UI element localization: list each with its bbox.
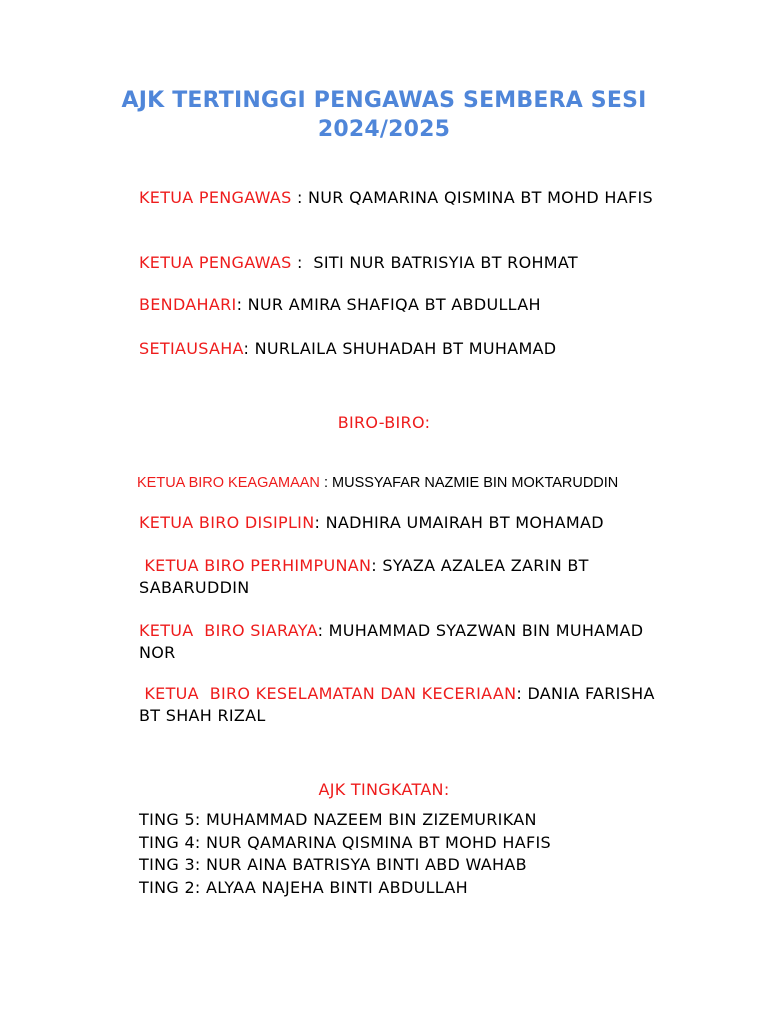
leader-entry-bendahari <box>139 294 679 316</box>
tingkatan-item-5: TING 5: MUHAMMAD NAZEEM BIN ZIZEMURIKAN <box>139 810 537 829</box>
member-name: NUR AMIRA SHAFIQA BT ABDULLAH <box>247 295 541 314</box>
separator: : <box>291 188 309 207</box>
separator: : <box>317 621 329 640</box>
member-name: NUR QAMARINA QISMINA BT MOHD HAFIS <box>308 188 653 207</box>
member-name: MUSSYAFAR NAZMIE BIN MOKTARUDDIN <box>332 475 619 491</box>
separator: : <box>243 339 255 358</box>
role-label: KETUA BIRO SIARAYA <box>139 621 318 640</box>
section-heading-biro: BIRO-BIRO: <box>337 413 431 432</box>
member-name: SITI NUR BATRISYIA BT ROHMAT <box>313 253 578 272</box>
member-name: DANIA FARISHA BT SHAH RIZAL <box>139 684 655 725</box>
role-label: KETUA PENGAWAS <box>139 253 292 272</box>
title-line-2: 2024/2025 <box>317 117 451 142</box>
separator: : <box>291 253 314 272</box>
member-name: NURLAILA SHUHADAH BT MUHAMAD <box>254 339 557 358</box>
role-label: KETUA BIRO DISIPLIN <box>139 513 315 532</box>
biro-entry-keselamatan <box>139 683 679 727</box>
biro-entry-disiplin <box>139 512 679 534</box>
role-label: KETUA BIRO KESELAMATAN DAN KECERIAAN <box>139 684 517 703</box>
member-name: MUHAMMAD SYAZWAN BIN MUHAMAD NOR <box>139 621 644 662</box>
role-label: BENDAHARI <box>139 295 237 314</box>
separator: : <box>236 295 248 314</box>
page-title <box>0 86 768 144</box>
tingkatan-item-3: TING 3: NUR AINA BATRISYA BINTI ABD WAHAB <box>139 855 527 874</box>
tingkatan-item-2: TING 2: ALYAA NAJEHA BINTI ABDULLAH <box>139 877 468 897</box>
separator: : <box>516 684 528 703</box>
title-line-1: AJK TERTINGGI PENGAWAS SEMBERA SESI <box>121 88 647 113</box>
tingkatan-item-4: TING 4: NUR QAMARINA QISMINA BT MOHD HAFIS <box>139 832 551 852</box>
biro-entry-siaraya <box>139 620 679 664</box>
separator: : <box>371 556 383 575</box>
role-label: SETIAUSAHA <box>139 339 244 358</box>
leader-entry-ketua-pengawas-1 <box>139 187 679 209</box>
biro-entry-perhimpunan <box>139 555 679 599</box>
leader-entry-setiausaha <box>139 338 679 360</box>
member-name: SYAZA AZALEA ZARIN BT SABARUDDIN <box>139 556 589 597</box>
leader-entry-ketua-pengawas-2 <box>139 252 679 274</box>
tingkatan-list <box>139 809 551 899</box>
section-heading-tingkatan: AJK TINGKATAN: <box>318 780 450 799</box>
role-label: KETUA PENGAWAS <box>139 188 292 207</box>
member-name: NADHIRA UMAIRAH BT MOHAMAD <box>325 513 604 532</box>
role-label: KETUA BIRO KEAGAMAAN <box>137 475 320 491</box>
role-label: KETUA BIRO PERHIMPUNAN <box>139 556 372 575</box>
biro-entry-keagamaan <box>137 472 697 494</box>
separator: : <box>314 513 326 532</box>
separator: : <box>319 475 333 491</box>
